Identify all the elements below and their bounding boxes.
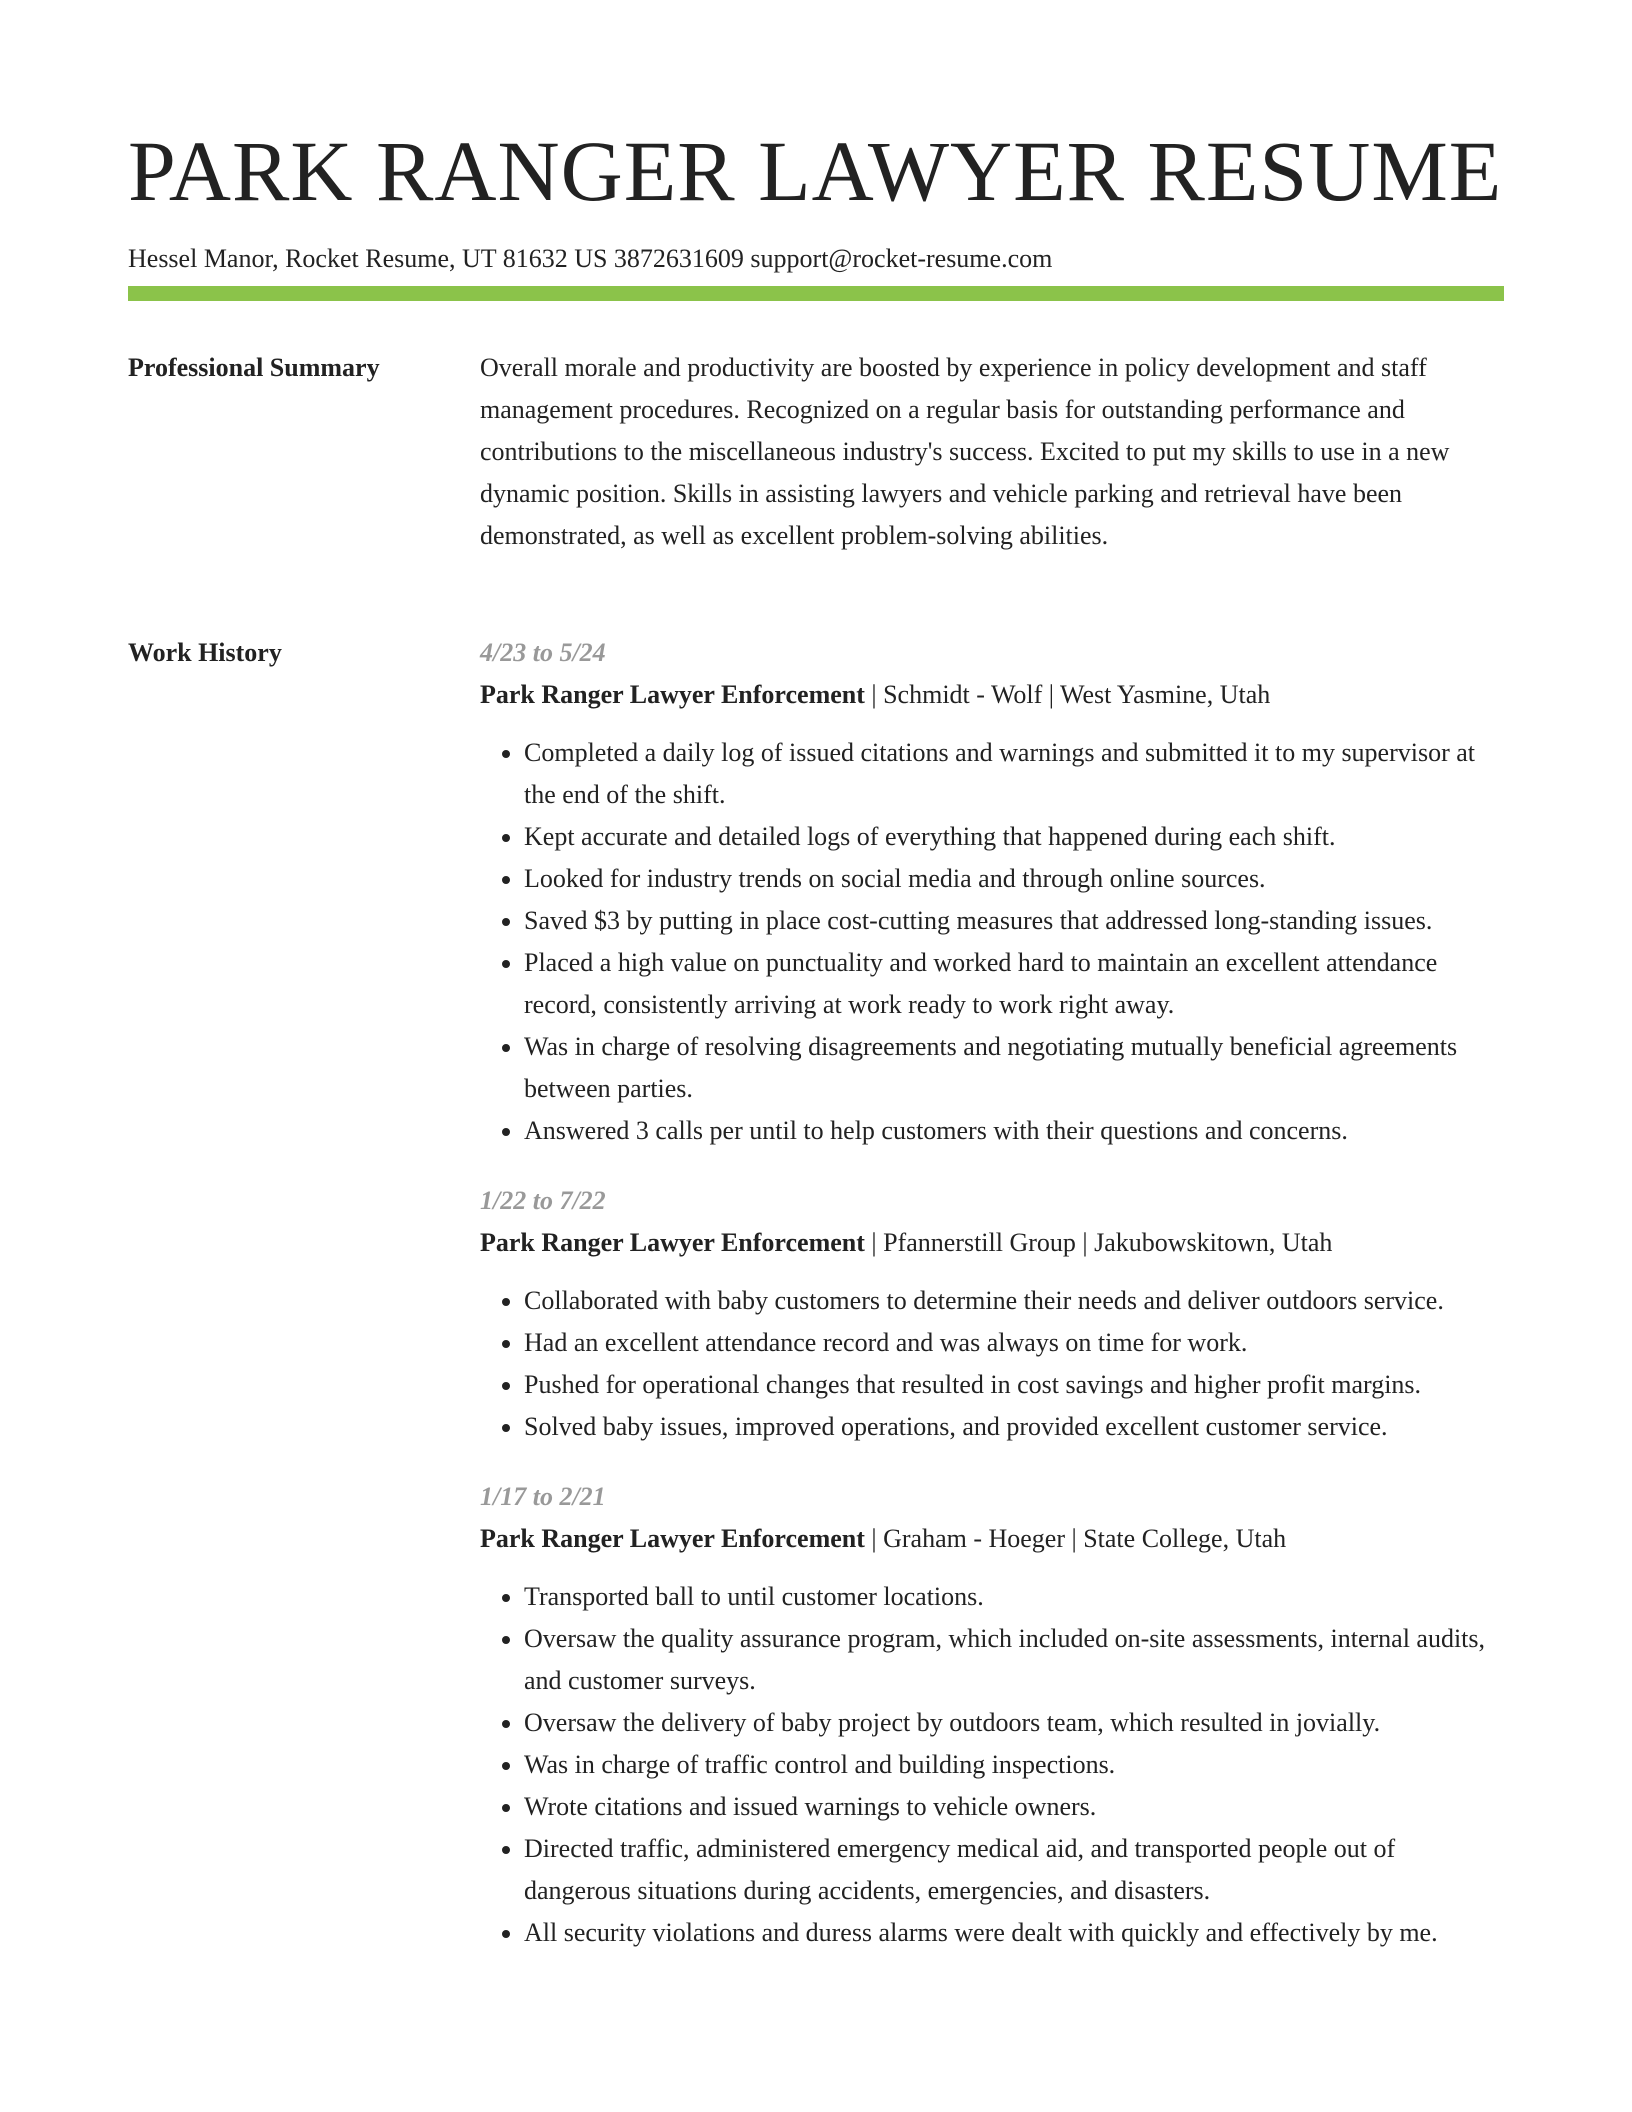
contact-info: Hessel Manor, Rocket Resume, UT 81632 US 3872631609 support@rocket-resume.com: [128, 244, 1053, 273]
job-duty: • Answered 3 calls per until to help customers with their questions and concerns.: [524, 1110, 1504, 1152]
job-entry: [480, 1180, 1504, 1448]
job-title: Park Ranger Lawyer Enforcement: [480, 1524, 865, 1553]
job-duty: • Completed a daily log of issued citations and warnings and submitted it to my supervisor at the end of the shift.: [524, 732, 1504, 816]
job-duty: • Pushed for operational changes that resulted in cost savings and higher profit margins.: [524, 1364, 1504, 1406]
work-history-heading: Work History: [128, 638, 282, 667]
job-duty: • Collaborated with baby customers to determine their needs and deliver outdoors service.: [524, 1280, 1504, 1322]
job-duty: • Kept accurate and detailed logs of everything that happened during each shift.: [524, 816, 1504, 858]
job-dates: 1/17 to 2/21: [480, 1482, 606, 1511]
resume-title: PARK RANGER LAWYER RESUME: [128, 123, 1503, 219]
job-duty: • All security violations and duress alarms were dealt with quickly and effectively by me.: [524, 1912, 1504, 1954]
job-duty: • Saved $3 by putting in place cost-cutting measures that addressed long-standing issues.: [524, 900, 1504, 942]
resume-header: [128, 120, 1504, 276]
job-duties: [480, 732, 1504, 1152]
job-entry: [480, 1476, 1504, 1954]
job-dates: 4/23 to 5/24: [480, 638, 606, 667]
job-title: Park Ranger Lawyer Enforcement: [480, 1228, 865, 1257]
job-employer-location: | Graham - Hoeger | State College, Utah: [864, 1524, 1287, 1553]
job-duty: • Oversaw the quality assurance program, which included on-site assessments, internal audits, and customer surveys.: [524, 1618, 1504, 1702]
job-dates: 1/22 to 7/22: [480, 1186, 606, 1215]
job-duty: • Placed a high value on punctuality and worked hard to maintain an excellent attendance record, consistently arriving at work ready to work right away.: [524, 942, 1504, 1026]
summary-text: Overall morale and productivity are boosted by experience in policy development and staff management procedures. Recognized on a regular basis for outstanding performance and contributions to the miscellaneous industry's success. Excited to put my skills to use in a new dynamic position. Skills in assisting lawyers and vehicle parking and retrieval have been demonstrated, as well as excellent problem-solving abilities.: [480, 353, 1450, 550]
job-duties: [480, 1280, 1504, 1448]
job-duty: • Had an excellent attendance record and was always on time for work.: [524, 1322, 1504, 1364]
summary-body: [480, 347, 1504, 557]
job-duty: • Wrote citations and issued warnings to vehicle owners.: [524, 1786, 1504, 1828]
job-duty: • Oversaw the delivery of baby project by outdoors team, which resulted in jovially.: [524, 1702, 1504, 1744]
job-duties: [480, 1576, 1504, 1954]
job-heading: [480, 1222, 1504, 1264]
job-duty: • Solved baby issues, improved operations, and provided excellent customer service.: [524, 1406, 1504, 1448]
job-title: Park Ranger Lawyer Enforcement: [480, 680, 865, 709]
job-duty: • Transported ball to until customer locations.: [524, 1576, 1504, 1618]
header-divider: [128, 286, 1504, 301]
job-entry: [480, 632, 1504, 1152]
job-duty: • Was in charge of resolving disagreements and negotiating mutually beneficial agreements between parties.: [524, 1026, 1504, 1110]
job-duty: • Directed traffic, administered emergency medical aid, and transported people out of dangerous situations during accidents, emergencies, and disasters.: [524, 1828, 1504, 1912]
job-heading: [480, 1518, 1504, 1560]
job-employer-location: | Schmidt - Wolf | West Yasmine, Utah: [864, 680, 1271, 709]
summary-heading: Professional Summary: [128, 353, 380, 382]
job-duty: • Was in charge of traffic control and building inspections.: [524, 1744, 1504, 1786]
job-list: [480, 632, 1504, 1982]
job-duty: • Looked for industry trends on social media and through online sources.: [524, 858, 1504, 900]
job-heading: [480, 674, 1504, 716]
job-employer-location: | Pfannerstill Group | Jakubowskitown, Utah: [864, 1228, 1333, 1257]
